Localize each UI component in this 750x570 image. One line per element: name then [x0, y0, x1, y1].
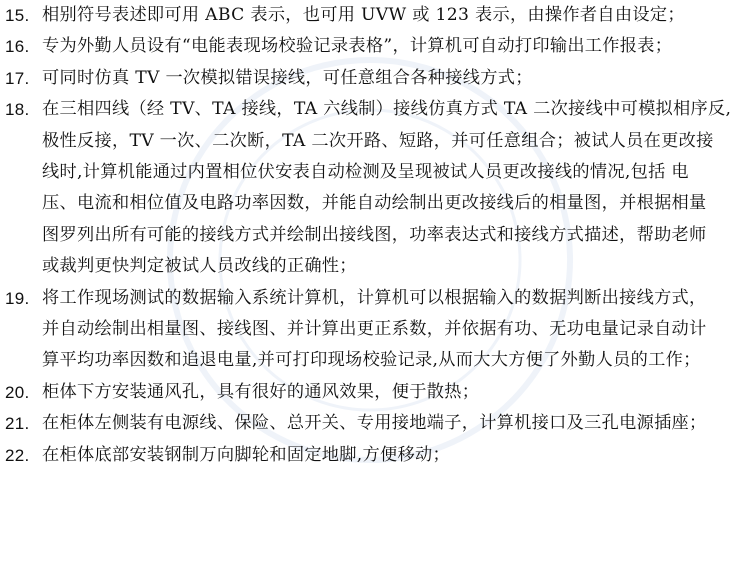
item-number: 17.	[5, 68, 30, 88]
item-text-line: 算平均功率因数和追退电量,并可打印现场校验记录,从而大大方便了外勤人员的工作；	[42, 350, 701, 371]
list-item	[0, 408, 750, 439]
list-item	[0, 440, 750, 471]
item-text-line: 在柜体底部安装钢制万向脚轮和固定地脚,方便移动；	[42, 444, 450, 465]
item-text-line: 可同时仿真 TV 一次模拟错误接线，可任意组合各种接线方式；	[42, 67, 533, 88]
list-item	[0, 283, 750, 377]
item-text-line: 图罗列出所有可能的接线方式并绘制出接线图，功率表达式和接线方式描述，帮助老师	[42, 224, 707, 245]
item-number: 18.	[5, 100, 30, 120]
item-text-line: 专为外勤人员设有“电能表现场校验记录表格”，计算机可自动打印输出工作报表；	[42, 36, 673, 57]
item-number: 16.	[5, 37, 30, 57]
list-item	[0, 377, 750, 408]
item-text-line: 将工作现场测试的数据输入系统计算机，计算机可以根据输入的数据判断出接线方式，	[42, 287, 707, 308]
item-number: 21.	[5, 414, 30, 434]
item-text-line: 在三相四线（经 TV、TA 接线，TA 六线制）接线仿真方式 TA 二次接线中可模拟相序反,	[42, 99, 732, 120]
item-text-line: 或裁判更快判定被试人员改线的正确性；	[42, 256, 357, 277]
item-text-line: 在柜体左侧装有电源线、保险、总开关、专用接地端子，计算机接口及三孔电源插座；	[42, 413, 707, 434]
list-item	[0, 31, 750, 62]
list-item	[0, 94, 750, 282]
item-text-line: 柜体下方安装通风孔，具有很好的通风效果，便于散热；	[42, 381, 480, 402]
list-item	[0, 63, 750, 94]
item-number: 20.	[5, 382, 30, 402]
item-number: 15.	[5, 6, 30, 25]
item-text-line: 线时,计算机能通过内置相位伏安表自动检测及呈现被试人员更改接线的情况,包括 电	[42, 162, 689, 183]
item-number: 19.	[5, 288, 30, 308]
item-text-line: 极性反接，TV 一次、二次断，TA 二次开路、短路，并可任意组合；被试人员在更改接	[42, 130, 714, 151]
item-text-line: 压、电流和相位值及电路功率因数，并能自动绘制出更改接线后的相量图，并根据相量	[42, 193, 707, 214]
item-text-line: 并自动绘制出相量图、接线图、并计算出更正系数，并依据有功、无功电量记录自动计	[42, 319, 707, 340]
item-number: 22.	[5, 445, 30, 465]
item-text-line: 相别符号表述即可用 ABC 表示，也可用 UVW 或 123 表示，由操作者自由设定；	[42, 5, 685, 25]
list-item	[0, 0, 750, 31]
